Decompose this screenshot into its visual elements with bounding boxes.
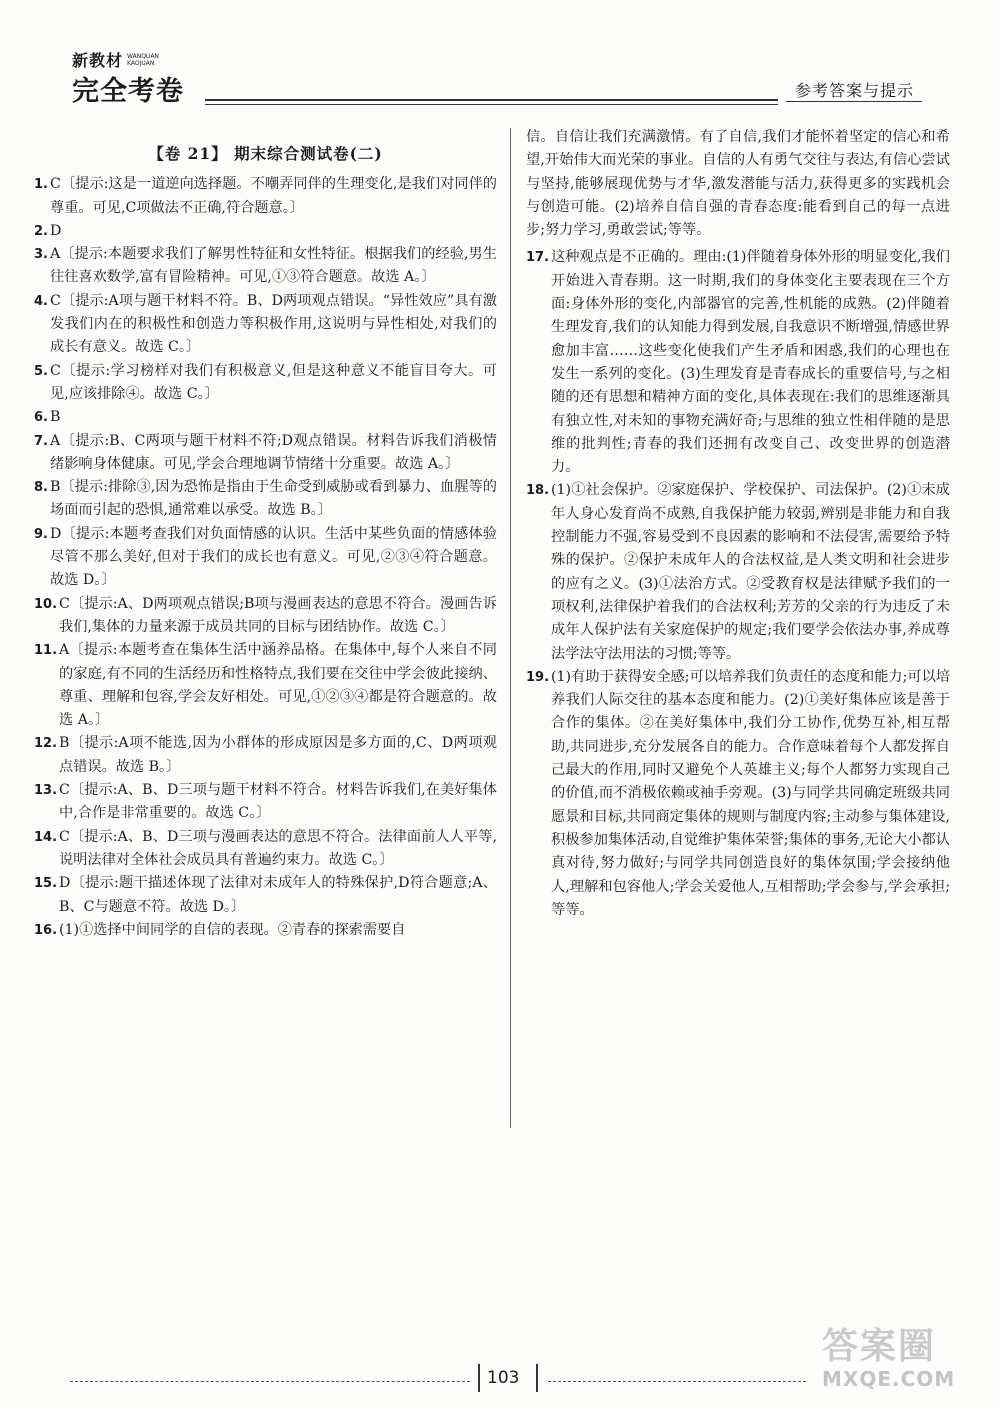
answer-text: A〔提示:本题要求我们了解男性特征和女性特征。根据我们的经验,男生往往喜欢数学,富有冒险精神。可见,①③符合题意。故选 A。〕 [50, 246, 497, 286]
answer-number: 3. [34, 247, 48, 263]
watermark-url: MXQE.COM [822, 1367, 956, 1391]
footer-rule-right [548, 1381, 806, 1382]
answer-item [526, 666, 950, 922]
watermark-logo: 答案圈 [822, 1326, 937, 1367]
answer-item [34, 220, 497, 243]
answer-list-left [34, 173, 497, 942]
answer-item [526, 479, 950, 665]
answer-text: D [50, 222, 62, 239]
answer-item [526, 246, 950, 479]
footer-rule-left [70, 1381, 470, 1382]
answer-number: 2. [34, 223, 48, 239]
answer-text: D〔提示:题干描述体现了法律对未成年人的特殊保护,D符合题意;A、B、C与题意不符。故选 D。〕 [59, 875, 497, 915]
answer-number: 1. [34, 177, 48, 193]
answer-number: 10. [34, 596, 58, 612]
brand-title: 完全考卷 [72, 76, 184, 107]
answer-item [34, 243, 497, 290]
answer-text: D〔提示:本题考查我们对负面情感的认识。生活中某些负面的情感体验尽管不那么美好,但对于我们的成长也有意义。可见,②③④符合题意。故选 D。〕 [50, 525, 497, 589]
answer-text: A〔提示:本题考查在集体生活中涵养品格。在集体中,每个人来自不同的家庭,有不同的生活经历和性格特点,我们要在交往中学会彼此接纳、尊重、理解和包容,学会友好相处。可见,①②③④都是符合题意的。故选 A。〕 [59, 642, 497, 729]
answer-number: 4. [34, 293, 48, 309]
answer-item [34, 872, 497, 919]
answer-item [34, 476, 497, 523]
answer-number: 6. [34, 410, 48, 426]
answer-text: C〔提示:A项与题干材料不符。B、D两项观点错误。“异性效应”具有激发我们内在的积极性和创造力等积极作用,这说明与异性相处,对我们的成长有意义。故选 C。〕 [50, 292, 497, 356]
answer-number: 5. [34, 363, 48, 379]
answer-number: 11. [34, 643, 58, 659]
answer-item [34, 639, 497, 732]
answer-number: 18. [526, 483, 550, 499]
answer-number: 7. [34, 433, 48, 449]
brand-pinyin-line1: WANQUAN [127, 52, 159, 60]
header-section-title: 参考答案与提示 [795, 81, 915, 100]
answer-number: 13. [34, 783, 58, 799]
answer-item [34, 406, 497, 429]
answer-text: C〔提示:A、D两项观点错误;B项与漫画表达的意思不符合。漫画告诉我们,集体的力量来源于成员共同的目标与团结协作。故选 C。〕 [59, 595, 497, 635]
brand-logo [72, 48, 184, 108]
answer-text: 这种观点是不正确的。理由:(1)伴随着身体外形的明显变化,我们开始进入青春期。这一时期,我们的身体变化主要表现在三个方面:身体外形的变化,内部器官的完善,性机能的成熟。(2)伴随着生理发育,我们的认知能力得到发展,自我意识不断增强,情感世界愈加丰富……这些变化使我们产生矛盾和困惑,我们的心理也在发生一系列的变化。(3)生理发育是青春成长的重要信号,与之相随的还有思想和精神方面的变化,具体表现在:我们的思维逐渐具有独立性,对未知的事物充满好奇;与思维的独立性相伴随的是思维的批判性;青春的我们还拥有改变自己、改变世界的创造潜力。 [551, 249, 950, 476]
answer-16-continuation: 信。自信让我们充满激情。有了自信,我们才能怀着坚定的信心和希望,开始伟大而光荣的事业。自信的人有勇气交往与表达,有信心尝试与坚持,能够展现优势与才华,激发潜能与活力,获得更多的实践机会与创造可能。(2)培养自信自强的青春态度:能看到自己的每一点进步;努力学习,勇敢尝试;等等。 [526, 129, 950, 239]
answer-number: 15. [34, 876, 58, 892]
answer-text: B [50, 409, 61, 426]
answer-text: B〔提示:A项不能选,因为小群体的形成原因是多方面的,C、D两项观点错误。故选 B。〕 [59, 735, 497, 775]
answer-text: C〔提示:A、B、D三项与题干材料不符合。材料告诉我们,在美好集体中,合作是非常重要的。故选 C。〕 [59, 782, 497, 822]
answer-number: 12. [34, 736, 58, 752]
answer-item [34, 593, 497, 640]
answer-item [34, 360, 497, 407]
header-rule [205, 99, 778, 105]
answer-number: 9. [34, 526, 48, 542]
answer-item [34, 173, 497, 220]
watermark [822, 1318, 992, 1408]
answer-number: 19. [526, 669, 550, 685]
answer-text: C〔提示:A、B、D三项与漫画表达的意思不符合。法律面前人人平等,说明法律对全体社会成员具有普遍约束力。故选 C。〕 [59, 828, 497, 868]
footer-bar-right [536, 1364, 538, 1392]
footer-bar-left [478, 1364, 480, 1392]
answer-list-right [526, 246, 950, 922]
header-right-rule [786, 101, 922, 102]
left-column [34, 138, 497, 942]
answer-text: (1)①选择中间同学的自信的表现。②青春的探索需要自 [59, 921, 406, 938]
brand-pinyin-line2: KAOJUAN [127, 59, 155, 67]
answer-text: C〔提示:这是一道逆向选择题。不嘲弄同伴的生理变化,是我们对同伴的尊重。可见,C项做法不正确,符合题意。〕 [50, 176, 497, 216]
right-column [526, 126, 950, 922]
answer-number: 14. [34, 829, 58, 845]
answer-item [34, 826, 497, 873]
answer-text: (1)①社会保护。②家庭保护、学校保护、司法保护。(2)①未成年人身心发育尚不成熟,自我保护能力较弱,辨别是非能力和自我控制能力不强,容易受到不良因素的影响和不法侵害,需要给予特殊的保护。②保护未成年人的合法权益,是人类文明和社会进步的应有之义。(3)①法治方式。②受教育权是法律赋予我们的一项权利,法律保护着我们的合法权利;芳芳的父亲的行为违反了未成年人保护法有关家庭保护的规定;我们要学会依法办事,养成尊法学法守法用法的习惯;等等。 [551, 482, 950, 662]
brand-subtitle: 新教材 [72, 51, 124, 70]
answer-text: C〔提示:学习榜样对我们有积极意义,但是这种意义不能盲目夸大。可见,应该排除④。故选 C。〕 [50, 362, 497, 402]
answer-item [34, 290, 497, 360]
answer-item [34, 779, 497, 826]
answer-item [34, 430, 497, 477]
answer-item [34, 523, 497, 593]
answer-text: A〔提示:B、C两项与题干材料不符;D观点错误。材料告诉我们消极情绪影响身体健康。可见,学会合理地调节情绪十分重要。故选 A。〕 [50, 432, 497, 472]
answer-item [34, 732, 497, 779]
answer-number: 17. [526, 250, 550, 266]
answer-item [34, 919, 497, 942]
brand-pinyin [127, 53, 159, 67]
page-number: 103 [487, 1368, 520, 1388]
brand-top-row [72, 48, 184, 71]
column-divider [510, 128, 511, 1128]
answer-number: 16. [34, 922, 58, 938]
answer-number: 8. [34, 480, 48, 496]
answer-text: (1)有助于获得安全感;可以培养我们负责任的态度和能力;可以培养我们人际交往的基本态度和能力。(2)①美好集体应该是善于合作的集体。②在美好集体中,我们分工协作,优势互补,相互帮助,共同进步,充分发展各自的能力。合作意味着每个人都发挥自己最大的作用,同时又避免个人英雄主义;每个人都努力实现自己的价值,而不消极依赖或袖手旁观。(3)与同学共同确定班级共同愿景和目标,共同商定集体的规则与制度内容;主动参与集体建设,积极参加集体活动,自觉维护集体荣誉;集体的事务,无论大小都认真对待,努力做好;与同学共同创造良好的集体氛围;学会接纳他人,理解和包容他人;学会关爱他人,互相帮助;学会参与,学会承担;等等。 [551, 668, 950, 918]
section-title: 【卷 21】 期末综合测试卷(二) [148, 144, 383, 163]
answer-text: B〔提示:排除③,因为恐怖是指由于生命受到威胁或看到暴力、血腥等的场面而引起的恐惧,通常难以承受。故选 B。〕 [50, 479, 497, 519]
